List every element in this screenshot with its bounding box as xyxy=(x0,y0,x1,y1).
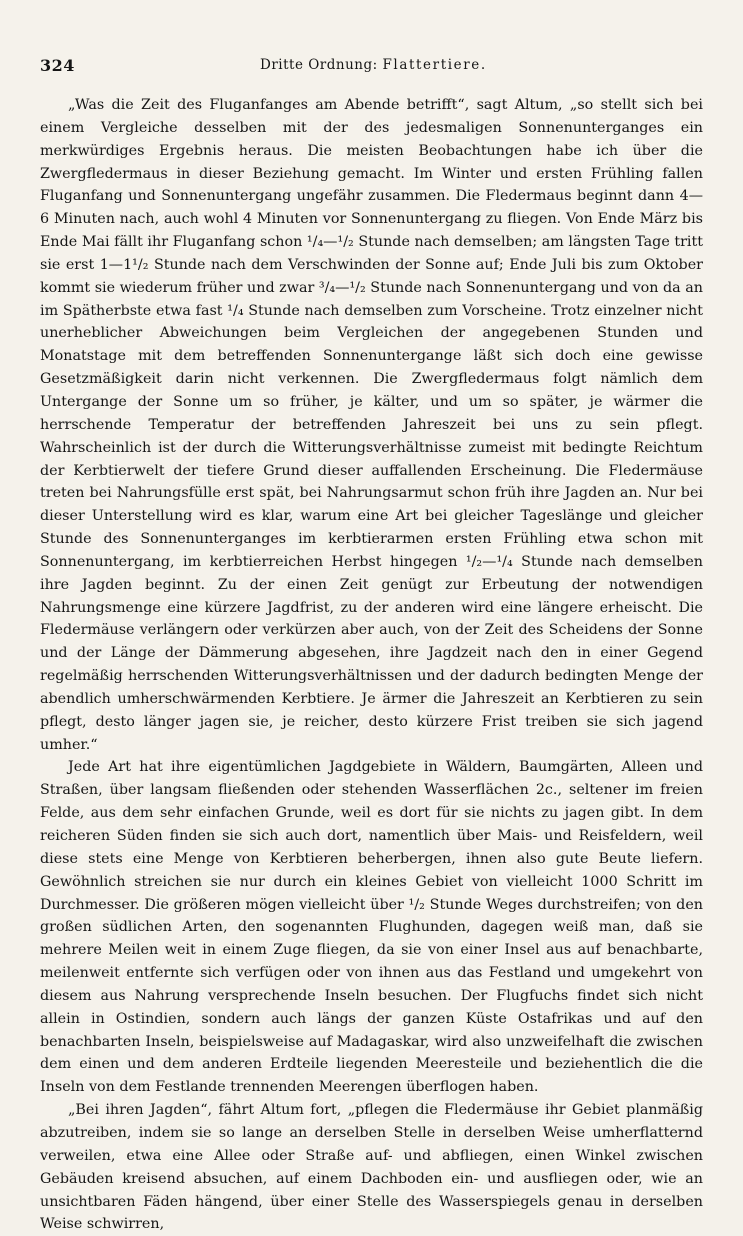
running-head-prefix: Dritte Ordnung: xyxy=(260,57,383,73)
paragraph: „Was die Zeit des Fluganfanges am Abende betrifft“, sagt Altum, „so stellt sich bei einem Vergleiche desselben mit der des jedesmaligen Sonnenunterganges ein merkwürdiges Ergebnis heraus. Die meisten Beobachtungen habe ich über die Zwergfledermaus in dieser Beziehung gemacht. Im Winter und ersten Frühling fallen Fluganfang und Sonnenuntergang ungefähr zusammen. Die Fledermaus beginnt dann 4—6 Minuten nach, auch wohl 4 Minuten vor Sonnenuntergang zu fliegen. Von Ende März bis Ende Mai fällt ihr Fluganfang schon ¹/₄—¹/₂ Stunde nach demselben; am längsten Tage tritt sie erst 1—1¹/₂ Stunde nach dem Verschwinden der Sonne auf; Ende Juli bis zum Oktober kommt sie wiederum früher und zwar ³/₄—¹/₂ Stunde nach Sonnenuntergang und von da an im Spätherbste etwa fast ¹/₄ Stunde nach demselben zum Vorscheine. Trotz einzelner nicht unerheblicher Abweichungen beim Vergleichen der angegebenen Stunden und Monatstage mit dem betreffenden Sonnenuntergange läßt sich doch eine gewisse Gesetzmäßigkeit darin nicht verkennen. Die Zwergfledermaus folgt nämlich dem Untergange der Sonne um so früher, je kälter, und um so später, je wärmer die herrschende Temperatur der betreffenden Jahreszeit bei uns zu sein pflegt. Wahrscheinlich ist der durch die Witterungsverhältnisse zumeist mit bedingte Reichtum der Kerbtierwelt der tiefere Grund dieser auffallenden Erscheinung. Die Fledermäuse treten bei Nahrungsfülle erst spät, bei Nahrungsarmut schon früh ihre Jagden an. Nur bei dieser Unterstellung wird es klar, warum eine Art bei gleicher Tageslänge und gleicher Stunde des Sonnenunterganges im kerbtierarmen ersten Frühling etwa schon mit Sonnenuntergang, im kerbtierreichen Herbst hingegen ¹/₂—¹/₄ Stunde nach demselben ihre Jagden beginnt. Zu der einen Zeit genügt zur Erbeutung der notwendigen Nahrungsmenge eine kürzere Jagdfrist, zu der anderen wird eine längere erheischt. Die Fledermäuse verlängern oder verkürzen aber auch, von der Zeit des Scheidens der Sonne und der Länge der Dämmerung abgesehen, ihre Jagdzeit nach den in einer Gegend regelmäßig herrschenden Witterungsverhältnissen und der dadurch bedingten Menge der abendlich umherschwärmenden Kerbtiere. Je ärmer die Jahreszeit an Kerbtieren zu sein pflegt, desto länger jagen sie, je reicher, desto kürzere Frist treiben sie sich jagend umher.“ xyxy=(40,97,703,753)
body-text xyxy=(40,94,703,1236)
running-head xyxy=(260,57,487,73)
page-number: 324 xyxy=(40,56,75,75)
page-header xyxy=(40,52,703,82)
paragraph: „Bei ihren Jagden“, fährt Altum fort, „pflegen die Fledermäuse ihr Gebiet planmäßig abzutreiben, indem sie so lange an derselben Stelle in derselben Weise umherflatternd verweilen, etwa eine Allee oder Straße auf- und abfliegen, einen Winkel zwischen Gebäuden kreisend absuchen, auf einem Dachboden ein- und ausfliegen oder, wie an unsichtbaren Fäden hängend, über einer Stelle des Wasserspiegels genau in derselben Weise schwirren, xyxy=(40,1102,703,1233)
running-head-title: Flattertiere. xyxy=(382,57,487,73)
paragraph: Jede Art hat ihre eigentümlichen Jagdgebiete in Wäldern, Baumgärten, Alleen und Straßen, über langsam fließenden oder stehenden Wasserflächen 2c., seltener im freien Felde, aus dem sehr einfachen Grunde, weil es dort für sie nichts zu jagen gibt. In dem reicheren Süden finden sie sich auch dort, namentlich über Mais- und Reisfeldern, weil diese stets eine Menge von Kerbtieren beherbergen, ihnen also gute Beute liefern. Gewöhnlich streichen sie nur durch ein kleines Gebiet von vielleicht 1000 Schritt im Durchmesser. Die größeren mögen vielleicht über ¹/₂ Stunde Weges durchstreifen; von den großen südlichen Arten, den sogenannten Flughunden, dagegen weiß man, daß sie mehrere Meilen weit in einem Zuge fliegen, da sie von einer Insel aus auf benachbarte, meilenweit entfernte sich verfügen oder von ihnen aus das Festland und umgekehrt von diesem aus Nahrung versprechende Inseln besuchen. Der Flugfuchs findet sich nicht allein in Ostindien, sondern auch längs der ganzen Küste Ostafrikas und auf den benachbarten Inseln, beispielsweise auf Madagaskar, wird also unzweifelhaft die zwischen dem einen und dem anderen Erdteile liegenden Meeresteile und beziehentlich die die Inseln von dem Festlande trennenden Meerengen überflogen haben. xyxy=(40,759,703,1096)
